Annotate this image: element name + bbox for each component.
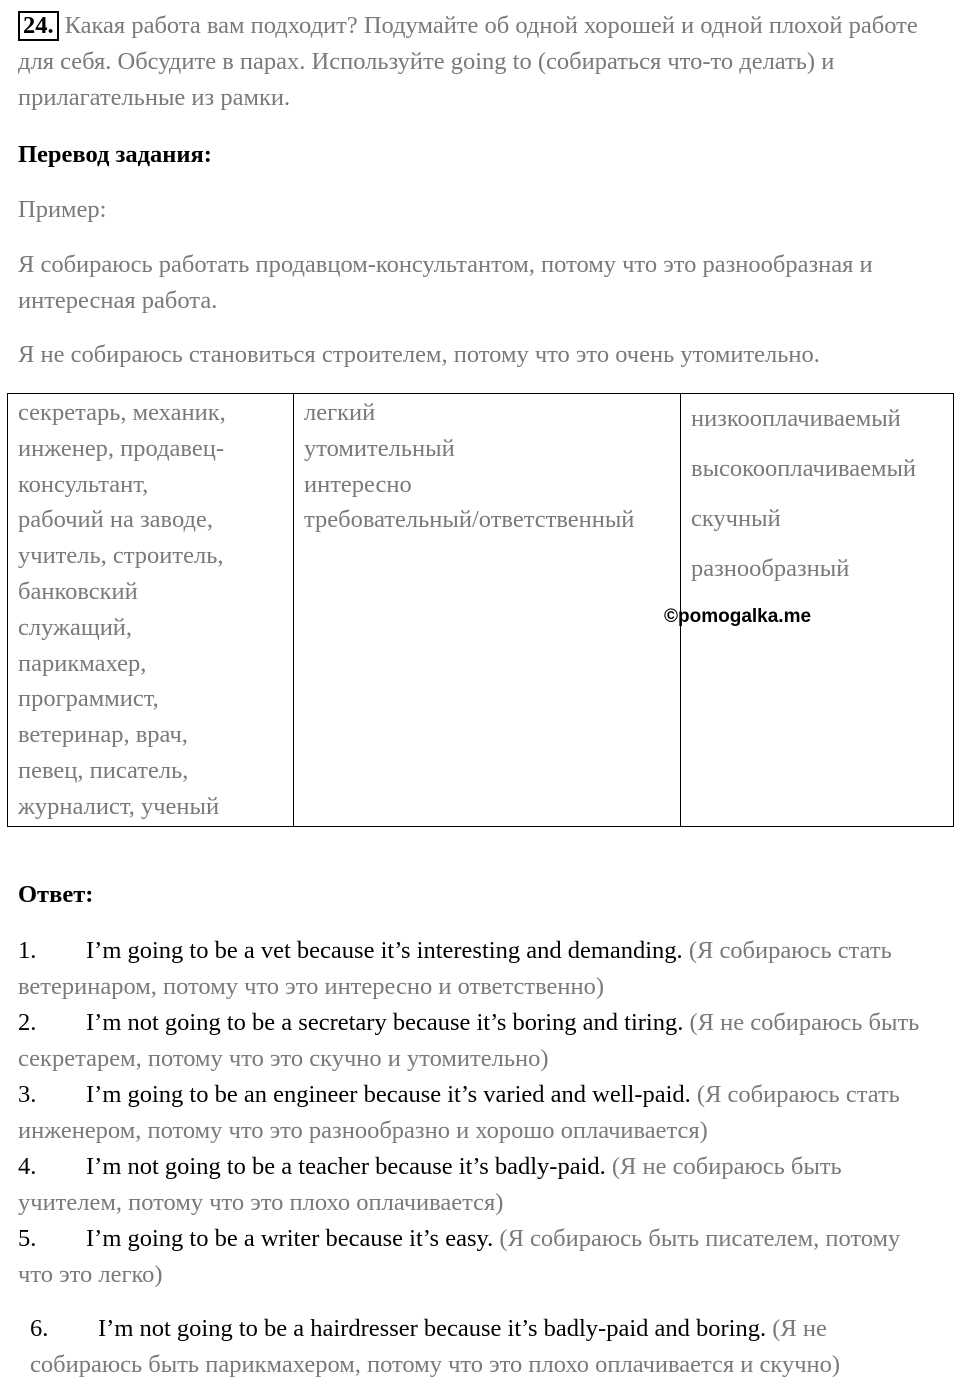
answer-english: I’m going to be a vet because it’s interesting and demanding. xyxy=(86,937,683,964)
translation-heading: Перевод задания: xyxy=(18,141,212,168)
answer-item xyxy=(18,1005,938,1077)
example-sentence-1: Я собираюсь работать продавцом-консультантом, потому что это разнообразная и интересная работа. xyxy=(18,251,873,314)
answer-item xyxy=(30,1311,938,1383)
job-line: певец, писатель, xyxy=(18,756,189,784)
answer-english: I’m not going to be a teacher because it’s badly-paid. xyxy=(86,1153,606,1180)
answer-list xyxy=(18,933,938,1383)
word-box-table xyxy=(7,393,954,827)
answer-russian: (Я собираюсь быть писателем, потому что это легко) xyxy=(18,1225,901,1288)
task-statement xyxy=(18,8,938,116)
answer-english: I’m not going to be a secretary because it’s boring and tiring. xyxy=(86,1009,684,1036)
answer-item xyxy=(18,1077,938,1149)
job-line: рабочий на заводе, xyxy=(18,506,213,534)
watermark: ©pomogalka.me xyxy=(664,606,812,627)
job-line: журналист, ученый xyxy=(18,792,220,820)
answer-russian: (Я собираюсь стать инженером, потому что это разнообразно и хорошо оплачивается) xyxy=(18,1081,900,1144)
adjective: требовательный/ответственный xyxy=(304,506,635,534)
answer-heading: Ответ: xyxy=(18,881,94,908)
answer-item xyxy=(18,933,938,1005)
job-line: учитель, строитель, xyxy=(18,542,224,570)
answer-number: 4. xyxy=(18,1153,37,1180)
answer-item xyxy=(18,1221,938,1293)
answer-number: 2. xyxy=(18,1009,37,1036)
job-line: парикмахер, xyxy=(18,649,147,677)
adjective: интересно xyxy=(304,470,412,498)
adjective: низкооплачиваемый xyxy=(691,405,901,432)
answer-russian: (Я не собираюсь быть парикмахером, потому что это плохо оплачивается и скучно) xyxy=(30,1315,841,1378)
job-line: ветеринар, врач, xyxy=(18,721,188,749)
answer-english: I’m not going to be a hairdresser because it’s badly-paid and boring. xyxy=(98,1315,767,1342)
answer-number: 3. xyxy=(18,1081,37,1108)
task-text: Какая работа вам подходит? Подумайте об одной хорошей и одной плохой работе для себя. Обсудите в парах. Используйте going to (собираться что-то делать) и прилагательные из рамки. xyxy=(18,12,918,111)
adjective: легкий xyxy=(304,399,376,426)
adjective: утомительный xyxy=(304,434,455,462)
job-line: программист, xyxy=(18,685,159,713)
answer-russian: (Я не собираюсь быть учителем, потому что это плохо оплачивается) xyxy=(18,1153,842,1216)
adjective: разнообразный xyxy=(691,555,850,582)
adjectives-cell-1 xyxy=(294,394,681,827)
answer-russian: (Я не собираюсь быть секретарем, потому что это скучно и утомительно) xyxy=(18,1009,920,1072)
answer-english: I’m going to be an engineer because it’s varied and well-paid. xyxy=(86,1081,691,1108)
job-line: банковский xyxy=(18,577,138,605)
job-line: инженер, продавец- xyxy=(18,434,225,462)
answer-number: 5. xyxy=(18,1225,37,1252)
example-sentence-2: Я не собираюсь становиться строителем, потому что это очень утомительно. xyxy=(18,341,820,368)
job-line: секретарь, механик, xyxy=(18,399,226,426)
answer-number: 6. xyxy=(30,1315,49,1342)
answer-english: I’m going to be a writer because it’s easy. xyxy=(86,1225,494,1252)
job-line: служащий, xyxy=(18,613,133,641)
example-label: Пример: xyxy=(18,196,107,223)
answer-number: 1. xyxy=(18,937,37,964)
answer-item xyxy=(18,1149,938,1221)
jobs-cell xyxy=(8,394,294,827)
task-number: 24. xyxy=(18,11,59,41)
job-line: консультант, xyxy=(18,470,149,498)
adjective: скучный xyxy=(691,505,781,532)
adjective: высокооплачиваемый xyxy=(691,455,917,482)
answer-russian: (Я собираюсь стать ветеринаром, потому что это интересно и ответственно) xyxy=(18,937,892,1000)
